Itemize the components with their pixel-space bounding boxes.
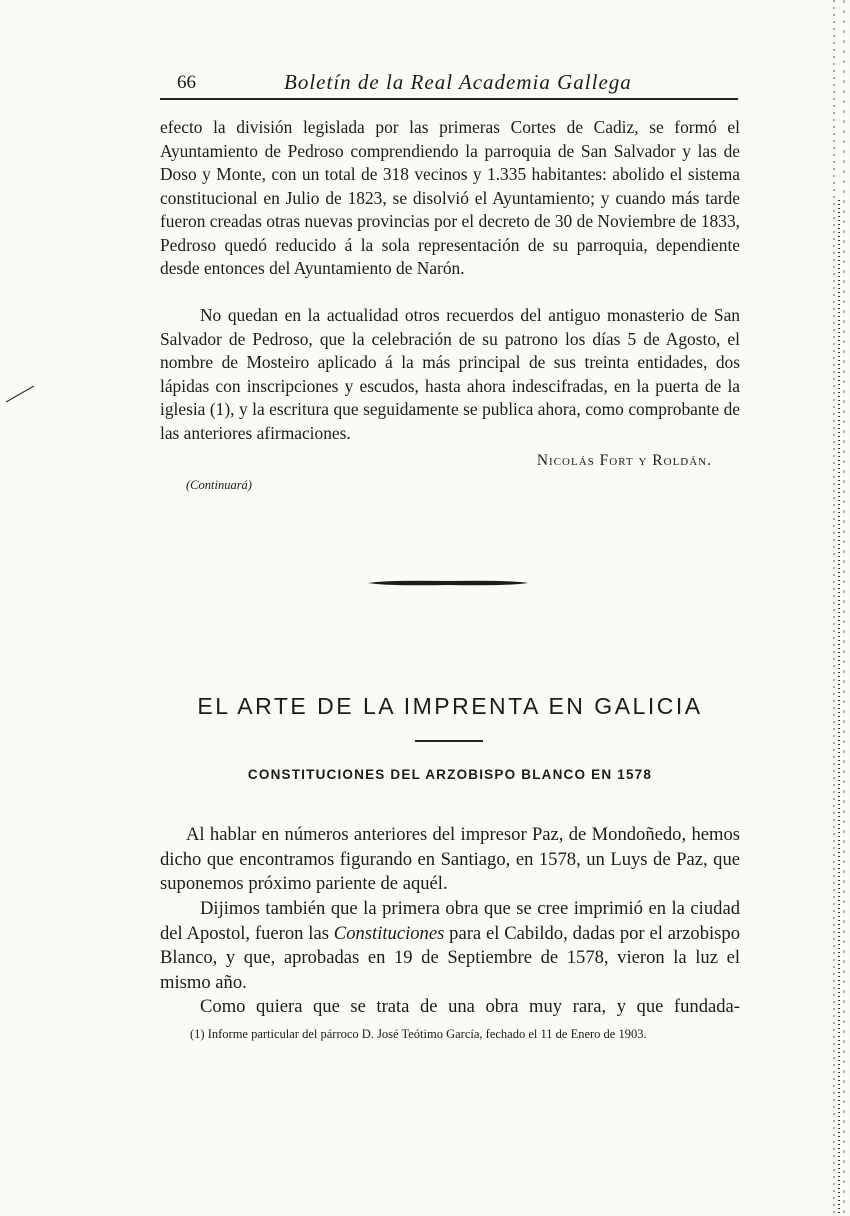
running-header xyxy=(160,70,738,100)
section-paragraph-2 xyxy=(160,897,740,995)
footnote: (1) Informe particular del párroco D. José Teótimo García, fechado el 11 de Enero de 1903. xyxy=(190,1027,647,1041)
section-paragraph-2-start: Dijimos también que la primera obra que se cree imprimió en la ciudad del Apostol, fueron las xyxy=(160,898,740,944)
section-title: EL ARTE DE LA IMPRENTA EN GALICIA xyxy=(197,693,703,719)
section-paragraph-1: Al hablar en números anteriores del impresor Paz, de Mondoñedo, hemos dicho que encontramos figurando en Santiago, en 1578, un Luys de Paz, que suponemos próximo pariente de aquél. xyxy=(160,824,740,895)
ornamental-divider xyxy=(366,578,530,588)
continued-note: (Continuará) xyxy=(186,478,252,492)
stray-mark xyxy=(4,384,36,404)
running-title: Boletín de la Real Academia Gallega xyxy=(284,70,632,94)
constituciones-emphasis: Constituciones xyxy=(333,922,445,944)
section-paragraph-2-end: para el Cabildo, dadas por el arzobispo Blanco, y que, aprobadas en 19 de Septiembre de 1578, vieron la luz el mismo año. xyxy=(160,922,741,993)
paragraph-1: efecto la división legislada por las primeras Cortes de Cadiz, se formó el Ayuntamiento de Pedroso comprendiendo la parroquia de San Salvador y las de Doso y Monte, con un total de 318 vecinos y 1.335 habitantes: abolido el sistema constitucional en Julio de 1823, se disolvió el Ayuntamiento; y cuando más tarde fueron creadas otras nuevas provincias por el decreto de 30 de Noviembre de 1833, Pedroso quedó reducido á la sola representación de su parroquia, dependiente desde entonces del Ayuntamiento de Narón. xyxy=(160,117,740,278)
header-rule xyxy=(160,98,738,100)
author-signature: Nicolás Fort y Roldán. xyxy=(536,452,712,469)
paragraph-2: No quedan en la actualidad otros recuerdos del antiguo monasterio de San Salvador de Pedroso, que la celebración de su patrono los días 5 de Agosto, el nombre de Mosteiro aplicado á la más principal de sus treinta entidades, dos lápidas con inscripciones y escudos, hasta ahora indescifradas, en la puerta de la iglesia (1), y la escritura que seguidamente se publica ahora, como comprobante de las anteriores afirmaciones. xyxy=(160,305,740,443)
page-number: 66 xyxy=(177,72,196,93)
section-paragraph-3: Como quiera que se trata de una obra muy rara, y que fundada- xyxy=(200,996,740,1017)
title-rule xyxy=(415,740,483,742)
scan-edge-noise xyxy=(822,0,850,1216)
section-subtitle: CONSTITUCIONES DEL ARZOBISPO BLANCO EN 1578 xyxy=(247,767,653,782)
